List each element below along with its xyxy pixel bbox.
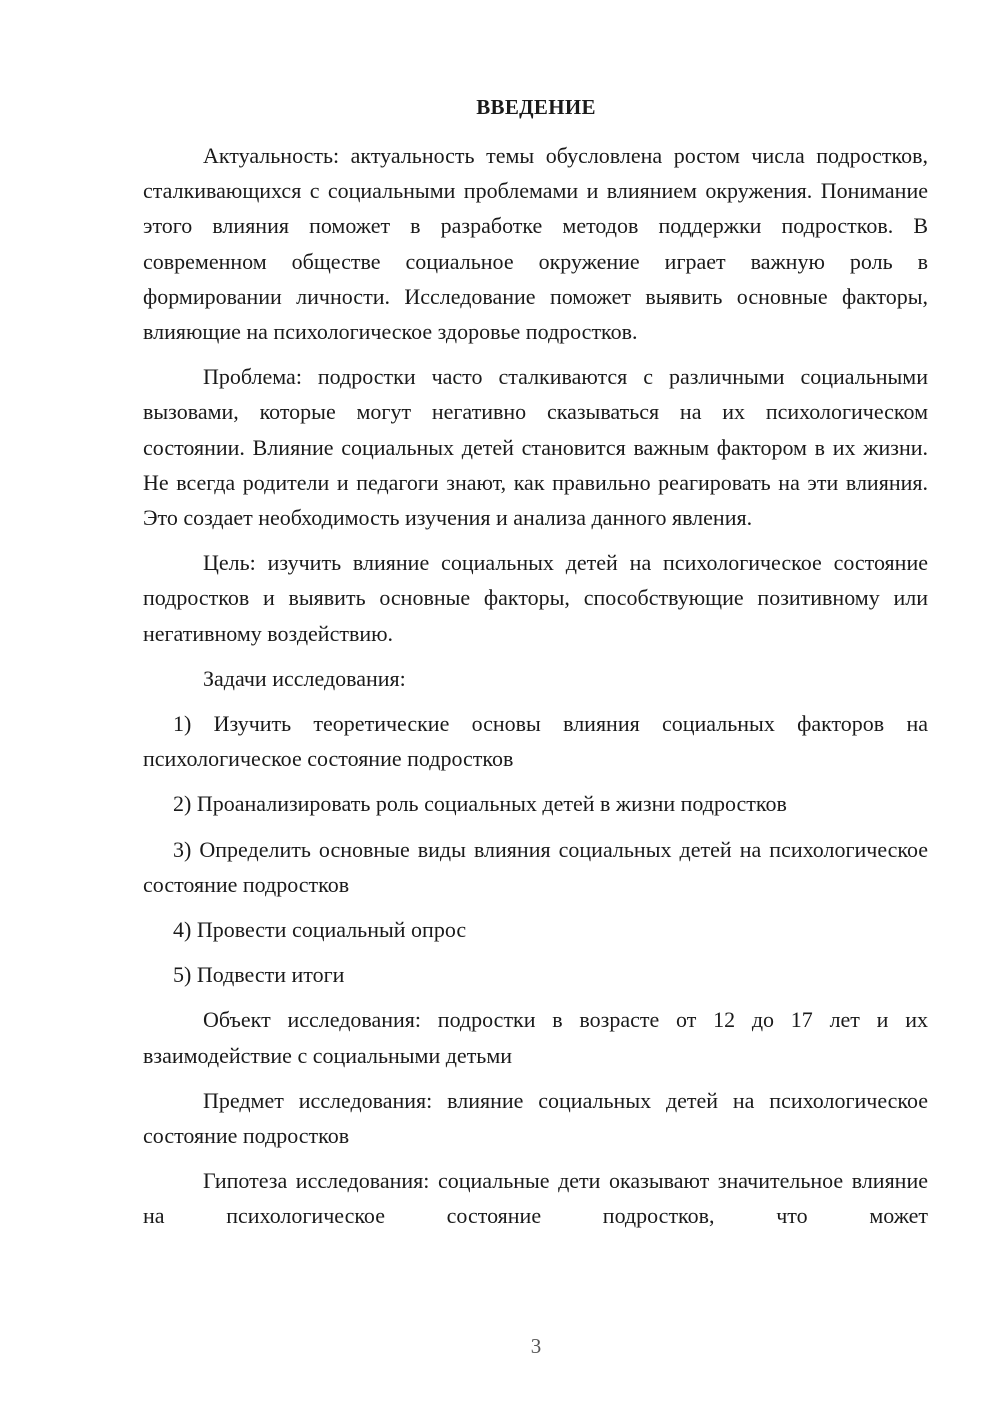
task-item-2: 2) Проанализировать роль социальных детей в жизни подростков: [173, 791, 787, 817]
task-item-3: 3) Определить основные виды влияния социальных детей на психологическое состояние подростков: [143, 836, 928, 897]
paragraph-goal: Цель: изучить влияние социальных детей на психологическое состояние подростков и выявить основные факторы, способствующие позитивному или негативному воздействию.: [143, 550, 928, 646]
task-item-4: 4) Провести социальный опрос: [173, 917, 467, 943]
paragraph-relevance: Актуальность: актуальность темы обусловлена ростом числа подростков, сталкивающихся с социальными проблемами и влиянием окружения. Понимание этого влияния поможет в разработке методов поддержки подростков. В современном обществе социальное окружение играет важную роль в формировании личности. Исследование поможет выявить основные факторы, влияющие на психологическое здоровье подростков.: [143, 143, 928, 345]
document-body: [143, 138, 928, 1244]
task-item-5: 5) Подвести итоги: [173, 962, 345, 988]
paragraph-problem: Проблема: подростки часто сталкиваются с различными социальными вызовами, которые могут негативно сказываться на их психологическом состоянии. Влияние социальных детей становится важным фактором в их жизни. Не всегда родители и педагоги знают, как правильно реагировать на эти влияния. Это создает необходимость изучения и анализа данного явления.: [143, 364, 928, 531]
paragraph-subject: Предмет исследования: влияние социальных детей на психологическое состояние подростков: [143, 1087, 928, 1149]
paragraph-hypothesis: Гипотеза исследования: социальные дети оказывают значительное влияние на психологическое состояние подростков, что может: [143, 1168, 928, 1229]
page-number: 3: [530, 1334, 542, 1358]
task-item-1: 1) Изучить теоретические основы влияния социальных факторов на психологическое состояние подростков: [143, 711, 928, 772]
tasks-heading: Задачи исследования:: [203, 665, 406, 691]
paragraph-object: Объект исследования: подростки в возрасте от 12 до 17 лет и их взаимодействие с социальными детьми: [143, 1007, 928, 1068]
page-title: ВВЕДЕНИЕ: [476, 95, 596, 119]
